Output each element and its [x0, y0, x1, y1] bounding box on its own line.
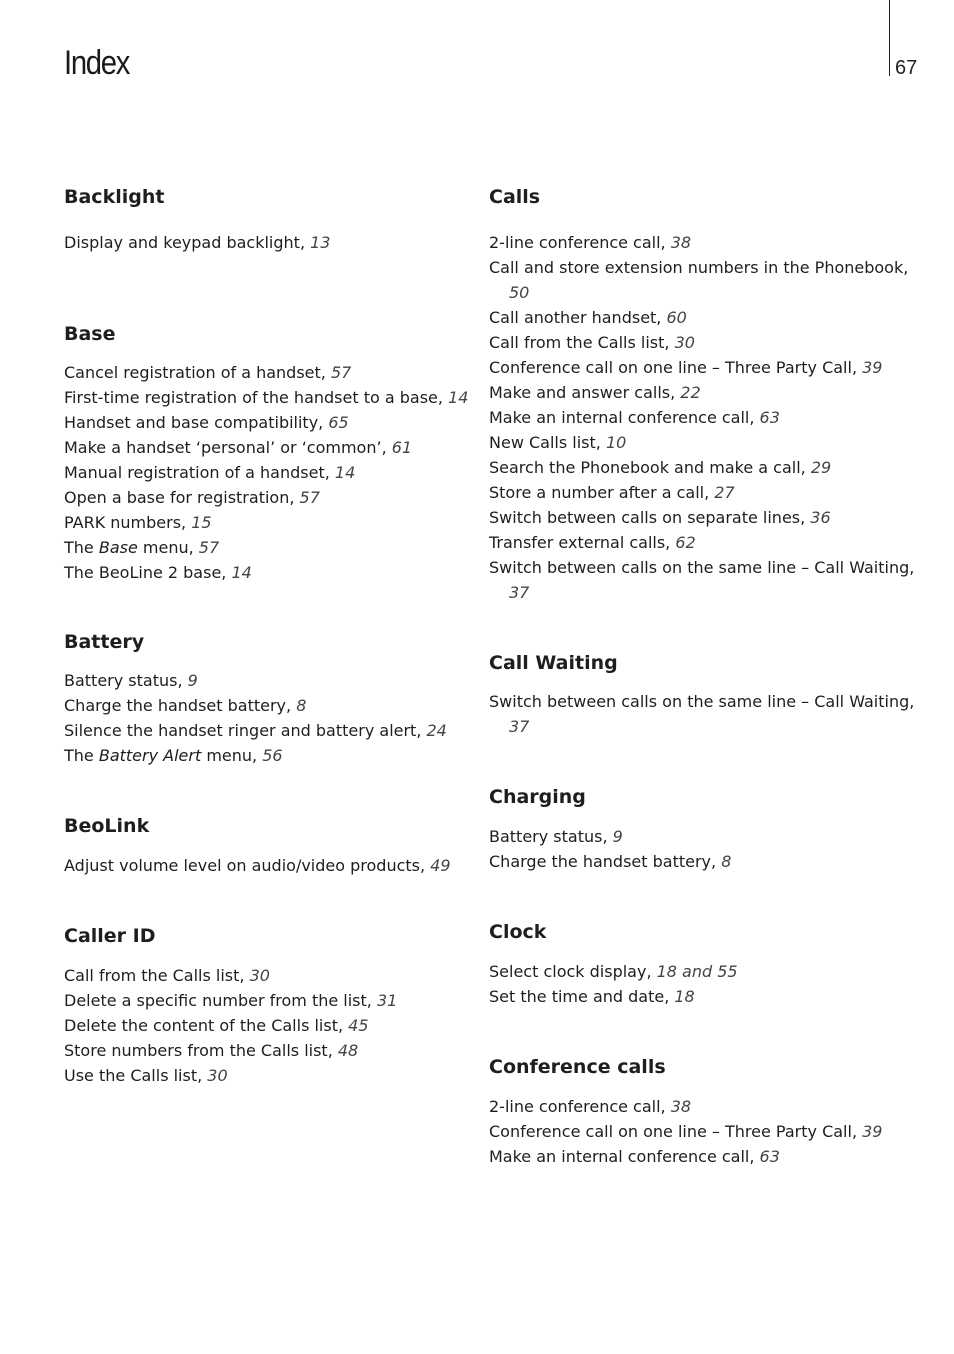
index-entry — [489, 689, 929, 739]
section-heading: Base — [64, 323, 116, 345]
entry-text: Make and answer calls, — [489, 383, 681, 402]
index-entry — [64, 1038, 484, 1063]
entry-text: Make an internal conference call, — [489, 1147, 760, 1166]
index-entry — [489, 455, 929, 480]
entry-page-reference: 45 — [348, 1016, 369, 1035]
entry-page-reference: 8 — [296, 696, 307, 715]
entry-text: Battery status, — [489, 827, 613, 846]
entry-page-reference: 29 — [810, 458, 832, 477]
index-entry — [489, 1094, 929, 1119]
section-heading: BeoLink — [64, 815, 150, 837]
entry-menu-name: Battery Alert — [98, 746, 202, 765]
entry-page-reference: 63 — [759, 1147, 780, 1166]
entry-text: menu, — [201, 746, 263, 765]
index-entry-list — [64, 360, 484, 585]
entry-text: Conference call on one line – Three Party Call, — [489, 1122, 863, 1141]
index-entry-list — [489, 230, 929, 605]
entry-page-reference: 57 — [330, 363, 352, 382]
entry-page-reference: 39 — [862, 358, 883, 377]
entry-page-reference: 37 — [509, 583, 530, 602]
index-section-backlight — [64, 180, 484, 255]
entry-page-reference: 56 — [262, 746, 283, 765]
index-entry-list — [64, 230, 484, 255]
index-section-charging — [489, 780, 929, 874]
index-entry — [489, 305, 929, 330]
entry-text: Charge the handset battery, — [64, 696, 297, 715]
entry-page-reference: 30 — [674, 333, 695, 352]
entry-page-reference: 62 — [675, 533, 696, 552]
entry-text: Transfer external calls, — [489, 533, 676, 552]
entry-page-reference: 38 — [670, 1097, 692, 1116]
index-entry — [489, 330, 929, 355]
index-entry — [64, 485, 484, 510]
entry-page-reference: 10 — [605, 433, 627, 452]
entry-text: Delete the content of the Calls list, — [64, 1016, 349, 1035]
entry-text: Silence the handset ringer and battery alert, — [64, 721, 427, 740]
entry-text: Make an internal conference call, — [489, 408, 760, 427]
index-entry-list — [489, 959, 929, 1009]
section-heading: Caller ID — [64, 925, 156, 947]
entry-page-reference: 27 — [714, 483, 735, 502]
index-entry — [64, 535, 484, 560]
index-entry — [64, 693, 484, 718]
entry-text: The BeoLine 2 base, — [64, 563, 232, 582]
entry-text: Call from the Calls list, — [64, 966, 250, 985]
index-entry — [489, 849, 929, 874]
index-entry — [64, 963, 484, 988]
entry-page-reference: 57 — [299, 488, 320, 507]
entry-text: New Calls list, — [489, 433, 606, 452]
entry-text: Battery status, — [64, 671, 188, 690]
entry-page-reference: 39 — [862, 1122, 883, 1141]
index-section-clock — [489, 915, 929, 1009]
index-entry — [489, 555, 929, 605]
index-entry — [64, 510, 484, 535]
entry-text: Call from the Calls list, — [489, 333, 675, 352]
index-entry — [489, 230, 929, 255]
entry-text: Switch between calls on the same line – Call Waiting, — [489, 692, 915, 711]
entry-text: menu, — [137, 538, 199, 557]
entry-text: Open a base for registration, — [64, 488, 300, 507]
index-column-left — [64, 180, 484, 1088]
entry-text: Store numbers from the Calls list, — [64, 1041, 338, 1060]
index-entry — [64, 743, 484, 768]
entry-page-reference: 8 — [721, 852, 732, 871]
entry-text: Store a number after a call, — [489, 483, 715, 502]
index-entry — [64, 435, 484, 460]
index-entry — [489, 355, 929, 380]
entry-page-reference: 22 — [680, 383, 701, 402]
entry-page-reference: 14 — [448, 388, 469, 407]
index-entry-list — [64, 853, 484, 878]
section-heading: Calls — [489, 186, 541, 208]
index-entry — [489, 255, 929, 305]
entry-text: Handset and base compatibility, — [64, 413, 329, 432]
index-section-calls — [489, 180, 929, 605]
entry-text: Use the Calls list, — [64, 1066, 208, 1085]
entry-text: PARK numbers, — [64, 513, 192, 532]
index-section-call-waiting — [489, 646, 929, 739]
entry-page-reference: 38 — [670, 233, 692, 252]
entry-page-reference: 18 — [674, 987, 695, 1006]
index-entry — [64, 1063, 484, 1088]
index-entry — [489, 984, 929, 1009]
section-heading: Clock — [489, 921, 547, 943]
entry-text: Switch between calls on separate lines, — [489, 508, 811, 527]
entry-page-reference: 60 — [666, 308, 687, 327]
index-entry — [64, 385, 484, 410]
index-entry — [64, 360, 484, 385]
entry-page-reference: 37 — [509, 717, 530, 736]
index-entry — [489, 530, 929, 555]
entry-page-reference: 9 — [612, 827, 623, 846]
index-entry — [489, 959, 929, 984]
index-section-caller-id — [64, 919, 484, 1088]
index-entry-list — [489, 689, 929, 739]
index-section-base — [64, 317, 484, 585]
index-section-beolink — [64, 809, 484, 878]
entry-page-reference: 36 — [810, 508, 831, 527]
entry-text: Cancel registration of a handset, — [64, 363, 331, 382]
index-entry — [489, 505, 929, 530]
index-entry — [489, 430, 929, 455]
index-entry — [489, 480, 929, 505]
index-entry — [489, 824, 929, 849]
entry-page-reference: 48 — [337, 1041, 359, 1060]
entry-page-reference: 13 — [310, 233, 331, 252]
entry-text: Manual registration of a handset, — [64, 463, 335, 482]
page-title: Index — [64, 44, 130, 82]
index-entry — [64, 1013, 484, 1038]
entry-page-reference: 31 — [376, 991, 398, 1010]
index-column-right — [489, 180, 929, 1169]
entry-page-reference: 50 — [509, 283, 530, 302]
section-heading: Call Waiting — [489, 652, 618, 674]
entry-text: 2-line conference call, — [489, 233, 671, 252]
entry-page-reference: 9 — [187, 671, 198, 690]
index-entry — [64, 853, 484, 878]
entry-text: First-time registration of the handset to a base, — [64, 388, 449, 407]
entry-text: Conference call on one line – Three Party Call, — [489, 358, 863, 377]
index-section-conference-calls — [489, 1050, 929, 1169]
index-entry — [64, 410, 484, 435]
entry-page-reference: 65 — [328, 413, 349, 432]
entry-page-reference: 49 — [430, 856, 451, 875]
index-entry — [64, 668, 484, 693]
index-section-battery — [64, 625, 484, 768]
index-entry — [64, 230, 484, 255]
entry-page-reference: 57 — [198, 538, 220, 557]
index-entry — [64, 560, 484, 585]
entry-text: 2-line conference call, — [489, 1097, 671, 1116]
entry-page-reference: 61 — [391, 438, 413, 457]
entry-page-reference: 30 — [207, 1066, 228, 1085]
section-heading: Conference calls — [489, 1056, 666, 1078]
page-number: 67 — [895, 57, 918, 79]
index-entry-list — [489, 1094, 929, 1169]
entry-text: Delete a specific number from the list, — [64, 991, 377, 1010]
index-entry — [64, 718, 484, 743]
entry-text: Charge the handset battery, — [489, 852, 722, 871]
entry-page-reference: 14 — [334, 463, 356, 482]
entry-menu-name: Base — [98, 538, 138, 557]
entry-text: Call and store extension numbers in the Phonebook, — [489, 258, 909, 277]
index-entry — [489, 380, 929, 405]
entry-text: Set the time and date, — [489, 987, 675, 1006]
entry-page-reference: 30 — [249, 966, 270, 985]
entry-page-reference: 63 — [759, 408, 780, 427]
section-heading: Charging — [489, 786, 586, 808]
index-entry — [64, 460, 484, 485]
index-entry — [489, 405, 929, 430]
entry-text: Call another handset, — [489, 308, 667, 327]
entry-text: Display and keypad backlight, — [64, 233, 311, 252]
entry-page-reference: 14 — [231, 563, 252, 582]
page-number-rule — [889, 0, 890, 76]
entry-prefix: The — [64, 746, 99, 765]
entry-page-reference: 24 — [426, 721, 447, 740]
entry-page-reference: 18 and 55 — [656, 962, 738, 981]
entry-text: Make a handset ‘personal’ or ‘common’, — [64, 438, 392, 457]
entry-text: Adjust volume level on audio/video products, — [64, 856, 431, 875]
index-entry-list — [64, 963, 484, 1088]
entry-prefix: The — [64, 538, 99, 557]
section-heading: Backlight — [64, 186, 165, 208]
index-entry — [489, 1119, 929, 1144]
entry-text: Search the Phonebook and make a call, — [489, 458, 811, 477]
index-entry — [489, 1144, 929, 1169]
section-heading: Battery — [64, 631, 145, 653]
entry-page-reference: 15 — [191, 513, 212, 532]
index-entry-list — [489, 824, 929, 874]
entry-text: Select clock display, — [489, 962, 657, 981]
index-entry-list — [64, 668, 484, 768]
index-entry — [64, 988, 484, 1013]
entry-text: Switch between calls on the same line – Call Waiting, — [489, 558, 915, 577]
